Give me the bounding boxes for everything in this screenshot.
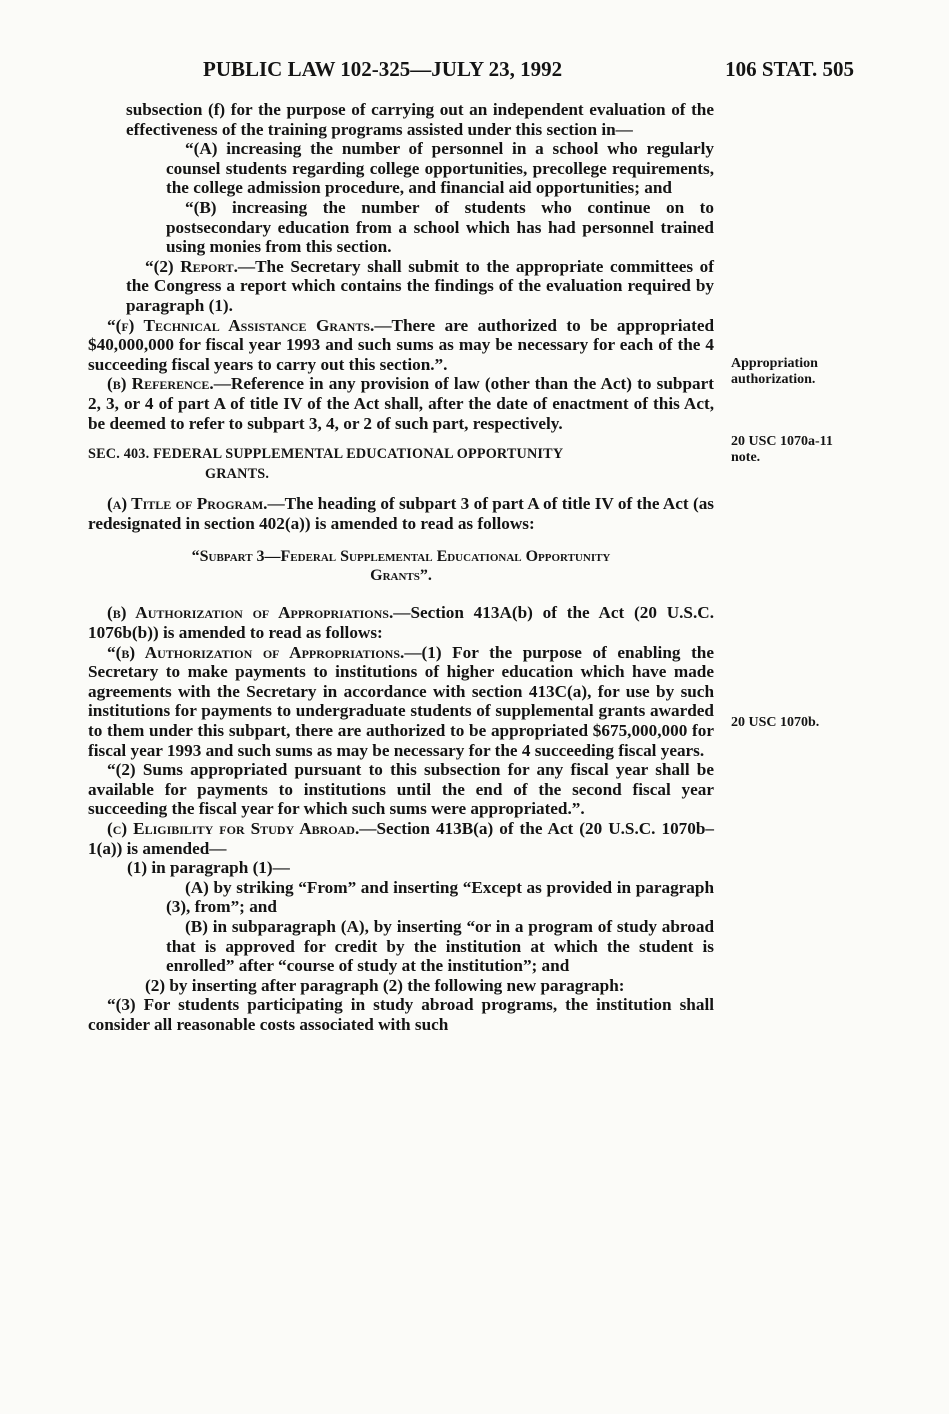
paragraph: (b) Authorization of Appropriations.—Section 413A(b) of the Act (20 U.S.C. 1076b(b)) is amended to read as follows: <box>88 603 714 643</box>
margin-note-usc-1: 20 USC 1070a-11 note. <box>731 434 833 465</box>
paragraph: (a) Title of Program.—The heading of subpart 3 of part A of title IV of the Act (as redesignated in section 402(a)) is amended to read as follows: <box>88 494 714 533</box>
paragraph-heading: (b) Authorization of Appropriations. <box>107 603 394 623</box>
paragraph-heading: (a) Title of Program. <box>107 494 268 514</box>
margin-note-appropriation: Appropriation authorization. <box>731 356 818 387</box>
page-header <box>88 57 854 87</box>
paragraph: “(2) Report.—The Secretary shall submit to the appropriate committees of the Congress a report which contains the findings of the evaluation required by paragraph (1). <box>126 256 714 315</box>
paragraph-heading: (b) Reference. <box>107 374 214 394</box>
statute-page-number: 106 STAT. 505 <box>725 57 854 81</box>
paragraph: (A) by striking “From” and inserting “Except as provided in paragraph (3), from”; and <box>166 877 714 917</box>
subpart-heading: “Subpart 3—Federal Supplemental Educational Opportunity Grants”. <box>191 548 611 585</box>
paragraph: “(A) increasing the number of personnel in a school who regularly counsel students regarding college opportunities, precollege requirements, the college admission procedure, and financial aid opportunities; and <box>166 139 714 198</box>
paragraph: “(2) Sums appropriated pursuant to this subsection for any fiscal year shall be available for payments to institutions until the end of the second fiscal year succeeding the fiscal year for which such sums were appropriated.”. <box>88 760 714 819</box>
margin-note-usc-2: 20 USC 1070b. <box>731 715 820 730</box>
paragraph-heading: “(2) Report. <box>145 256 238 276</box>
paragraph: “(b) Authorization of Appropriations.—(1) For the purpose of enabling the Secretary to make payments to institutions of higher education which have made agreements with the Secretary in accordance with section 413C(a), for use by such institutions for payments to undergraduate students of supplemental grants awarded to them under this subpart, there are authorized to be appropriated $675,000,000 for fiscal year 1993 and such sums as may be necessary for the 4 succeeding fiscal years. <box>88 642 714 760</box>
document-body <box>88 100 714 1035</box>
paragraph: subsection (f) for the purpose of carrying out an independent evaluation of the effectiveness of the training programs assisted under this section in— <box>126 100 714 139</box>
paragraph: (b) Reference.—Reference in any provision of law (other than the Act) to subpart 2, 3, or 4 of part A of title IV of the Act shall, after the date of enactment of this Act, be deemed to refer to subpart 3, 4, or 2 of such part, respectively. <box>88 374 714 433</box>
paragraph: (2) by inserting after paragraph (2) the following new paragraph: <box>145 975 625 995</box>
paragraph-heading: “(f) Technical Assistance Grants. <box>107 315 375 335</box>
paragraph: (c) Eligibility for Study Abroad.—Section 413B(a) of the Act (20 U.S.C. 1070b–1(a)) is amended— <box>88 819 714 858</box>
section-heading: SEC. 403. FEDERAL SUPPLEMENTAL EDUCATIONAL OPPORTUNITY GRANTS. <box>88 446 564 482</box>
paragraph: “(f) Technical Assistance Grants.—There are authorized to be appropriated $40,000,000 for fiscal year 1993 and such sums as may be necessary for each of the 4 succeeding fiscal years to carry out this section.”. <box>88 315 715 374</box>
paragraph-heading: “(b) Authorization of Appropriations. <box>107 642 405 662</box>
paragraph: (B) in subparagraph (A), by inserting “or in a program of study abroad that is approved for credit by the institution at which the student is enrolled” after “course of study at the institution”; and <box>166 916 714 976</box>
paragraph: (1) in paragraph (1)— <box>127 858 290 878</box>
running-title: PUBLIC LAW 102-325—JULY 23, 1992 <box>203 57 563 81</box>
paragraph-heading: (c) Eligibility for Study Abroad. <box>107 819 360 838</box>
paragraph: “(3) For students participating in study abroad programs, the institution shall consider all reasonable costs associated with such <box>88 995 714 1034</box>
paragraph: “(B) increasing the number of students who continue on to postsecondary education from a school which has had personnel trained using monies from this section. <box>166 197 714 257</box>
